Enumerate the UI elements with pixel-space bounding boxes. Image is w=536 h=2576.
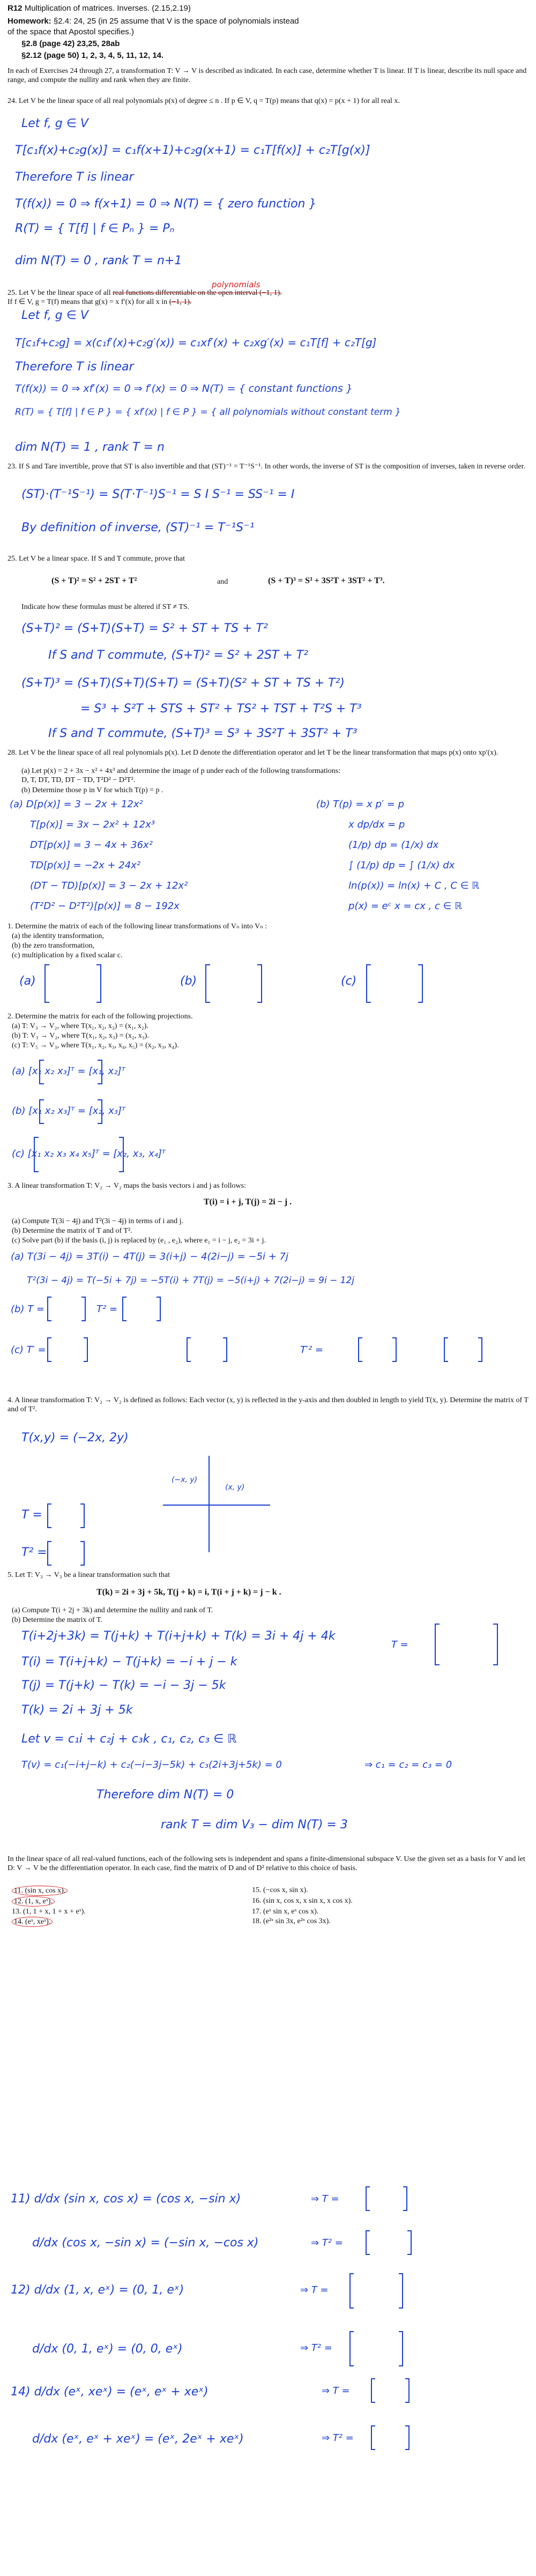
p25-hw-line-3: Therefore T is linear (15, 360, 134, 374)
q5-eq: T(k) = 2i + 3j + 5k, T(j + k) = i, T(i + j + k) = j − k . (96, 1588, 281, 1597)
q1-hw-b: (b) (180, 974, 197, 988)
q6-hw-14b: d/dx (eˣ, eˣ + xeˣ) = (eˣ, 2eˣ + xeˣ) (32, 2432, 244, 2446)
p25-inserted-word: polynomials (212, 280, 260, 289)
q3-hw-6: T′² = (300, 1344, 324, 1356)
intro-text: In each of Exercises 24 through 27, a transformation T: V → V is described as indicated. In each case, determine whether T is linear. If T is linear, describe its null space and range, and compute the nullity and rank when they are finite. (8, 67, 527, 84)
section-title: Multiplication of matrices. Inverses. (2.15,2.19) (24, 4, 191, 13)
problem-25b-text: 25. Let V be a linear space. If S and T commute, prove that (8, 555, 185, 563)
q4-hw-3: T² = (21, 1546, 47, 1559)
q6-hw-14-T2: ⇒ T² = (322, 2432, 354, 2444)
p28-hw-b-6: p(x) = eᶜ x = cx , c ∈ ℝ (348, 900, 463, 912)
q1-item-a: (a) the identity transformation, (12, 932, 104, 940)
q5-item-b: (b) Determine the matrix of T. (12, 1616, 102, 1624)
q5-hw-6: T(v) = c₁(−i+j−k) + c₂(−i−3j−5k) + c₃(2i+3j+5k) = 0 (21, 1759, 282, 1770)
p25b-hw-line-1: (S+T)² = (S+T)(S+T) = S² + ST + TS + T² (21, 622, 268, 635)
p28-hw-b-2: x dp/dx = p (348, 819, 405, 830)
p25b-and: and (217, 578, 228, 586)
p25b-eq1: (S + T)² = S² + 2ST + T² (51, 576, 137, 585)
q5-text: 5. Let T: V₃ → V₃ be a linear transformation such that (8, 1571, 170, 1579)
q6-list-left-1: 11. (sin x, cos x). (12, 1886, 248, 1896)
p25-hw-line-1: Let f, g ∈ V (21, 309, 88, 322)
q3-hw-1: (a) T(3i − 4j) = 3T(i) − 4T(j) = 3(i+j) − 4(2i−j) = −5i + 7j (11, 1251, 289, 1262)
p28-hw-b-1: (b) T(p) = x p′ = p (316, 799, 405, 810)
q4-hw-2: T = (21, 1508, 42, 1522)
q4-point-reflected: (−x, y) (172, 1476, 198, 1484)
q1-item-c: (c) multiplication by a fixed scalar c. (12, 951, 123, 959)
q3-item-b: (b) Determine the matrix of T and of T². (12, 1227, 132, 1235)
q2-hw-b: (b) [x₁ x₂ x₃]ᵀ = [x₂, x₃]ᵀ (12, 1105, 125, 1116)
problem-28-text: 28. Let V be the linear space of all real polynomials p(x). Let D denote the differentiation operator and let T be the linear transformation that maps p(x) onto xp′(x). (8, 749, 498, 757)
p25-hw-line-6: dim N(T) = 1 , rank T = n (15, 441, 165, 454)
section-code: R12 (8, 4, 23, 13)
q4-text: 4. A linear transformation T: V₂ → V₂ is defined as follows: Each vector (x, y) is reflected in the y-axis and then doubled in length to yield T(x, y). Determine the matrix of T and of T². (8, 1396, 528, 1413)
p28-hw-a-1: (a) D[p(x)] = 3 − 2x + 12x² (10, 799, 143, 810)
p24-hw-line-4: T(f(x)) = 0 ⇒ f(x+1) = 0 ⇒ N(T) = { zero function } (15, 197, 317, 211)
q6-list-left-2: 12. (1, x, eˣ). (12, 1896, 248, 1907)
q1-item-b: (b) the zero transformation, (12, 942, 94, 950)
q6-list-left-4: 14. (eˣ, xeˣ). (12, 1917, 248, 1927)
q5-hw-5: Let v = c₁i + c₂j + c₃k , c₁, c₂, c₃ ∈ ℝ (21, 1732, 237, 1746)
q2-item-c: (c) T: V₅ → V₃, where T(x₁, x₂, x₃, x₄, x₅) = (x₂, x₃, x₄). (12, 1041, 179, 1049)
q5-item-a: (a) Compute T(i + 2j + 3k) and determine the nullity and rank of T. (12, 1606, 213, 1614)
p24-hw-line-1: Let f, g ∈ V (21, 117, 88, 130)
homework-text: §2.4: 24, 25 (in 25 assume that V is the space of polynomials instead of the space that Apostol specifies.) (8, 17, 299, 36)
assignment-2-12: §2.12 (page 50) 1, 2, 3, 4, 5, 11, 12, 14. (21, 51, 164, 60)
p23-hw-line-1: (ST)·(T⁻¹S⁻¹) = S(T·T⁻¹)S⁻¹ = S I S⁻¹ = SS⁻¹ = I (21, 488, 295, 501)
p25b-hw-line-5: If S and T commute, (S+T)³ = S³ + 3S²T + 3ST² + T³ (48, 727, 358, 740)
problem-28a-text: (a) Let p(x) = 2 + 3x − x² + 4x³ and determine the image of p under each of the following transformations: D, T, DT, TD, DT − TD, T²D² − D²T². (21, 767, 341, 784)
q3-hw-2: T²(3i − 4j) = T(−5i + 7j) = −5T(i) + 7T(j) = −5(i+j) + 7(2i−j) = 9i − 12j (27, 1275, 355, 1286)
p28-hw-b-4: ∫ (1/p) dp = ∫ (1/x) dx (348, 860, 455, 871)
q2-hw-c: (c) [x₁ x₂ x₃ x₄ x₅]ᵀ = [x₂, x₃, x₄]ᵀ (12, 1148, 166, 1159)
q3-item-c: (c) Solve part (b) if the basis (i, j) is replaced by (e₁ , e₂), where e₁ = i − j, e₂ = 3i + j. (12, 1237, 266, 1245)
q5-hw-4: T(k) = 2i + 3j + 5k (21, 1703, 133, 1717)
q1-hw-c: (c) (341, 974, 357, 988)
problem-24-text: 24. Let V be the linear space of all real polynomials p(x) of degree ≤ n . If p ∈ V, q = T(p) means that q(x) = p(x + 1) for all real x. (8, 97, 400, 105)
q3-text: 3. A linear transformation T: V₂ → V₂ maps the basis vectors i and j as follows: (8, 1182, 246, 1190)
problem-28b-text: (b) Determine those p in V for which T(p) = p . (21, 786, 163, 794)
p25b-eq2: (S + T)³ = S³ + 3S²T + 3ST² + T³. (268, 576, 385, 585)
q6-hw-14a: 14) d/dx (eˣ, xeˣ) = (eˣ, eˣ + xeˣ) (11, 2385, 209, 2399)
p25b-text2: Indicate how these formulas must be altered if ST ≠ TS. (21, 603, 190, 611)
q6-hw-12-T2: ⇒ T² = (300, 2342, 332, 2354)
q5-hw-matrix-label: T = (391, 1639, 408, 1650)
p25-struck-text-2: (−1, 1). (169, 298, 192, 306)
p28-hw-a-6: (T²D² − D²T²)[p(x)] = 8 − 192x (30, 900, 180, 912)
q4-hw-1: T(x,y) = (−2x, 2y) (21, 1431, 129, 1445)
q6-hw-12-T: ⇒ T = (300, 2284, 329, 2296)
p25-struck-text: real functions differentiable on the open interval (−1, 1). (113, 289, 282, 297)
q6-hw-11b: d/dx (cos x, −sin x) = (−sin x, −cos x) (32, 2236, 259, 2250)
q2-item-b: (b) T: V₃ → V₂, where T(x₁, x₂, x₃) = (x₂, x₃). (12, 1032, 149, 1040)
q2-hw-a: (a) [x₁ x₂ x₃]ᵀ = [x₁, x₂]ᵀ (12, 1066, 125, 1077)
q5-hw-8: Therefore dim N(T) = 0 (96, 1788, 234, 1801)
p28-hw-a-2: T[p(x)] = 3x − 2x² + 12x³ (30, 819, 155, 830)
p25b-hw-line-4: = S³ + S²T + STS + ST² + TS² + TST + T²S + T³ (80, 702, 362, 716)
assignment-2-8: §2.8 (page 42) 23,25, 28ab (21, 39, 120, 48)
q3-item-a: (a) Compute T(3i − 4j) and T²(3i − 4j) in terms of i and j. (12, 1217, 184, 1225)
q2-item-a: (a) T: V₃ → V₂, where T(x₁, x₂, x₃) = (x₁, x₂). (12, 1022, 148, 1030)
p24-hw-line-6: dim N(T) = 0 , rank T = n+1 (15, 254, 182, 267)
problem-25-text: 25. Let V be the linear space of all real functions differentiable on the open interval (−1, 1). If f ∈ V, g = T(f) means that g(x) = x f′(x) for all x in (−1, 1). (8, 289, 282, 306)
q1-hw-a: (a) (19, 974, 36, 988)
p28-hw-a-4: TD[p(x)] = −2x + 24x² (30, 860, 141, 871)
q6-hw-12a: 12) d/dx (1, x, eˣ) = (0, 1, eˣ) (11, 2283, 184, 2297)
q5-hw-1: T(i+2j+3k) = T(j+k) + T(i+j+k) + T(k) = 3i + 4j + 4k (21, 1629, 336, 1643)
q6-hw-11a: 11) d/dx (sin x, cos x) = (cos x, −sin x) (11, 2192, 241, 2206)
q6-list-left-3: 13. (1, 1 + x, 1 + x + eˣ). (12, 1908, 86, 1916)
p25-hw-line-5: R(T) = { T[f] | f ∈ P } = { xf′(x) | f ∈ P } = { all polynomials without constant term } (15, 407, 401, 418)
p25-hw-line-4: T(f(x)) = 0 ⇒ xf′(x) = 0 ⇒ f′(x) = 0 ⇒ N(T) = { constant functions } (15, 383, 353, 394)
q4-point-original: (x, y) (225, 1483, 245, 1492)
p28-hw-a-5: (DT − TD)[p(x)] = 3 − 2x + 12x² (30, 880, 188, 891)
p28-hw-a-3: DT[p(x)] = 3 − 4x + 36x² (30, 839, 153, 851)
q3-hw-4: T² = (96, 1304, 118, 1315)
q6-list-right-2: 16. (sin x, cos x, x sin x, x cos x). (252, 1897, 353, 1905)
q5-hw-7: ⇒ c₁ = c₂ = c₃ = 0 (364, 1759, 452, 1770)
homework-label: Homework: (8, 17, 51, 26)
q5-hw-3: T(j) = T(j+k) − T(k) = −i − 3j − 5k (21, 1679, 226, 1692)
problem-23-text: 23. If S and Tare invertible, prove that ST is also invertible and that (ST)⁻¹ = T⁻¹S⁻¹. In other words, the inverse of ST is the composition of inverses, taken in reverse order. (8, 463, 525, 471)
q6-hw-11-T: ⇒ T = (311, 2193, 339, 2205)
q1-text: 1. Determine the matrix of each of the following linear transformations of Vₙ into Vₙ : (8, 922, 267, 930)
q6-hw-11-T2: ⇒ T² = (311, 2237, 343, 2249)
p24-hw-line-2: T[c₁f(x)+c₂g(x)] = c₁f(x+1)+c₂g(x+1) = c₁T[f(x)] + c₂T[g(x)] (15, 144, 370, 157)
p23-hw-line-2: By definition of inverse, (ST)⁻¹ = T⁻¹S⁻¹ (21, 521, 255, 534)
q6-hw-14-T: ⇒ T = (322, 2385, 350, 2396)
p25b-hw-line-2: If S and T commute, (S+T)² = S² + 2ST + T² (48, 649, 309, 662)
p25-hw-line-2: T[c₁f+c₂g] = x(c₁f′(x)+c₂g′(x)) = c₁xf′(x) + c₂xg′(x) = c₁T[f] + c₂T[g] (15, 336, 377, 349)
p24-hw-line-3: Therefore T is linear (15, 170, 134, 184)
q3-hw-3: (b) T = (11, 1304, 44, 1315)
q6-text: In the linear space of all real-valued functions, each of the following sets is independent and spans a finite-dimensional subspace V. Use the given set as a basis for V and let D: V → V be the differentiation operator. In each case, find the matrix of D and of D² relative to this choice of basis. (8, 1855, 525, 1872)
q6-list-right-1: 15. (−cos x, sin x). (252, 1886, 308, 1894)
p28-hw-b-3: (1/p) dp = (1/x) dx (348, 839, 439, 851)
p28-hw-b-5: ln(p(x)) = ln(x) + C , C ∈ ℝ (348, 880, 480, 891)
q6-list-right-4: 18. (e²ˣ sin 3x, e²ˣ cos 3x). (252, 1917, 331, 1925)
p24-hw-line-5: R(T) = { T[f] | f ∈ Pₙ } = Pₙ (15, 222, 175, 235)
q6-hw-12b: d/dx (0, 1, eˣ) = (0, 0, eˣ) (32, 2342, 183, 2356)
q6-list-right-3: 17. (eˣ sin x, eˣ cos x). (252, 1908, 319, 1916)
p25b-hw-line-3: (S+T)³ = (S+T)(S+T)(S+T) = (S+T)(S² + ST + TS + T²) (21, 676, 345, 690)
q3-eq: T(i) = i + j, T(j) = 2i − j . (204, 1197, 292, 1207)
q5-hw-9: rank T = dim V₃ − dim N(T) = 3 (161, 1818, 348, 1832)
q5-hw-2: T(i) = T(i+j+k) − T(j+k) = −i + j − k (21, 1655, 237, 1669)
q2-text: 2. Determine the matrix for each of the following projections. (8, 1012, 193, 1021)
q3-hw-5: (c) T′ = (11, 1344, 46, 1356)
